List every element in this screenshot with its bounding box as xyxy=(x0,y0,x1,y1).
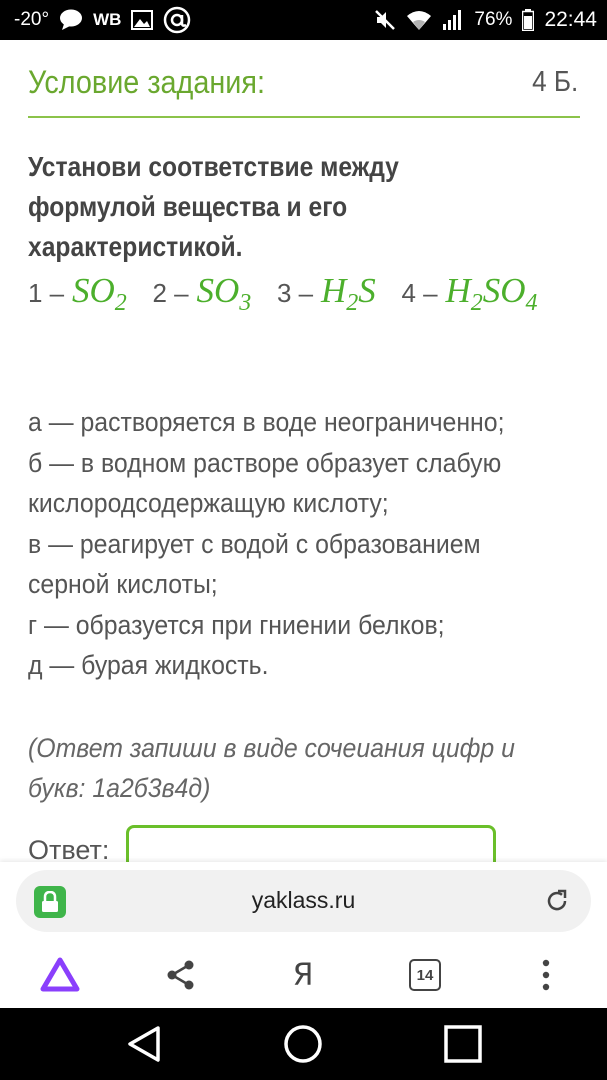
formula-list xyxy=(28,268,588,326)
wb-label: WB xyxy=(93,10,122,29)
message-icon xyxy=(59,9,83,31)
formula-number: 3 – xyxy=(277,278,314,308)
characteristic-line: г — образуется при гниении белков; xyxy=(28,609,445,640)
mute-icon xyxy=(374,9,396,31)
formula-item-3 xyxy=(277,268,376,326)
formula-item-1 xyxy=(28,268,127,326)
address-bar[interactable] xyxy=(16,870,591,932)
battery-level: 76% xyxy=(474,9,513,30)
task-header xyxy=(28,62,580,118)
temperature-text: -20° xyxy=(14,9,50,30)
formula-number: 1 – xyxy=(28,278,65,308)
formula-so3: $SO_3$ xyxy=(196,271,252,316)
recent-apps-icon[interactable] xyxy=(441,1022,485,1066)
formula-h2s: $H_2S$ xyxy=(320,271,376,316)
formula-h2so4: $H_2SO_4$ xyxy=(445,271,538,316)
signal-icon xyxy=(442,9,464,31)
wifi-icon xyxy=(406,9,432,31)
tab-count: 14 xyxy=(409,959,441,991)
reload-icon[interactable] xyxy=(543,887,571,920)
formula-number: 2 – xyxy=(152,278,189,308)
battery-icon xyxy=(522,9,534,31)
task-header-title: Условие задания: xyxy=(28,64,265,100)
formula-so2: $SO_2$ xyxy=(71,271,127,316)
tabs-button[interactable] xyxy=(400,950,450,1000)
menu-icon[interactable] xyxy=(521,950,571,1000)
yandex-button[interactable]: Я xyxy=(292,957,314,993)
formula-number: 4 – xyxy=(401,278,438,308)
formula-item-2 xyxy=(153,268,252,326)
task-question: Установи соответствие между формулой вещества и его характеристикой. xyxy=(28,151,399,262)
characteristic-line: д — бурая жидкость. xyxy=(28,650,269,680)
home-icon[interactable] xyxy=(281,1022,325,1066)
characteristic-line: б — в водном растворе образует слабую xyxy=(28,447,502,478)
status-bar xyxy=(0,0,607,40)
at-icon xyxy=(163,6,191,34)
page-content xyxy=(0,40,607,862)
answer-format-note: (Ответ запиши в виде сочеиания цифр и букв: 1а2б3в4д) xyxy=(28,733,515,803)
share-icon[interactable] xyxy=(156,950,206,1000)
clock-time: 22:44 xyxy=(544,8,597,31)
alice-icon[interactable] xyxy=(35,950,85,1000)
image-icon xyxy=(131,10,153,30)
answer-label: Ответ: xyxy=(28,835,110,862)
formula-item-4 xyxy=(402,268,538,326)
characteristic-line: а — растворяется в воде неограниченно; xyxy=(28,407,505,437)
characteristic-line: серной кислоты; xyxy=(28,569,218,599)
characteristic-line: кислородсодержащую кислоту; xyxy=(28,488,389,518)
url-text[interactable]: yaklass.ru xyxy=(251,887,356,913)
characteristics-list xyxy=(28,402,543,686)
back-icon[interactable] xyxy=(122,1022,166,1066)
characteristic-line: в — реагирует с водой с образованием xyxy=(28,528,481,559)
task-points: 4 Б. xyxy=(531,66,578,98)
browser-toolbar xyxy=(0,942,607,1008)
address-bar-container xyxy=(0,862,607,942)
android-navigation-bar xyxy=(0,1008,607,1080)
answer-input[interactable] xyxy=(126,825,496,862)
